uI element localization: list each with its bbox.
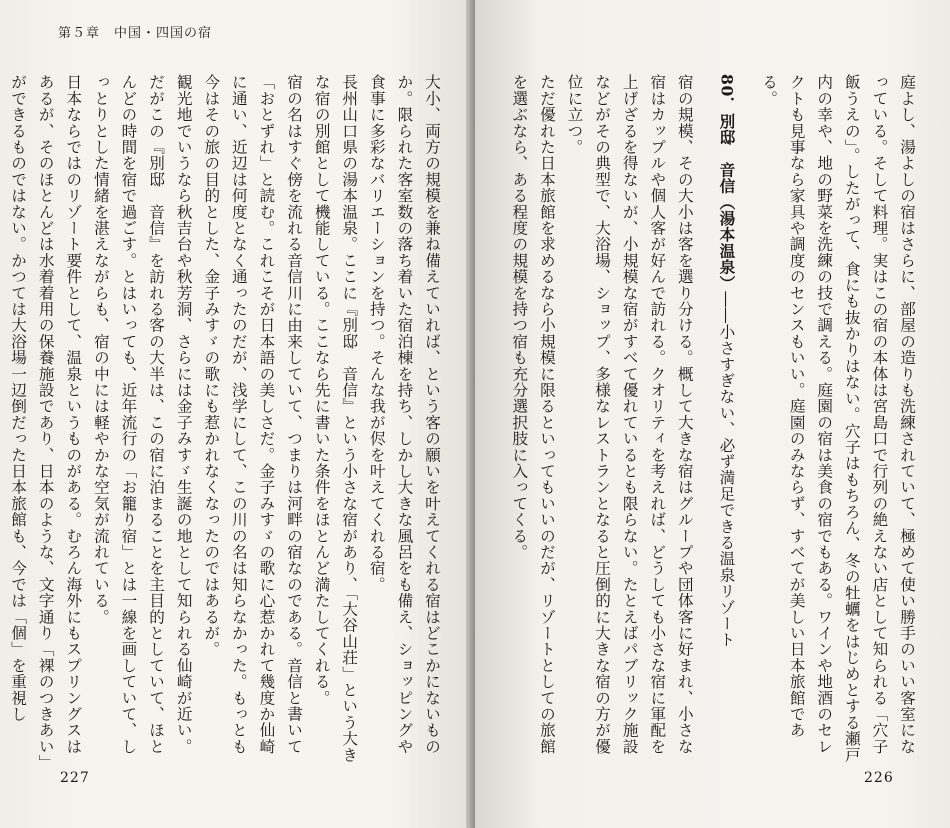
section-heading: [712, 74, 741, 764]
paragraph: 日本ならではのリゾート要件として、温泉というものがある。むろん海外にもスプリングスはあるが、そのほとんどは水着着用の保養施設であり、日本のような、文字通り「裸のつきあい」ができるものではない。かつては大浴場一辺倒だった日本旅館も、今では「個」を重視し: [9, 74, 83, 763]
paragraph: 大小、両方の規模を兼ね備えていれば、という客の願いを叶えてくれる宿はどこかにないものか。限られた客室数の落ち着いた宿泊棟を持ち、しかし大きな風呂をも備え、ショッピングや食事に多彩なバリエーションを持つ。そんな我が侭を叶えてくれる宿。: [367, 74, 441, 755]
section-heading-title: 80．別邸 音信（湯本温泉）: [717, 74, 737, 292]
left-page-body: [9, 74, 445, 764]
paragraph: 長州山口県の湯本温泉。ここに『別邸 音信』という小さな宿があり、「大谷山荘」という大きな宿の別館として機能している。ここなら先に書いた条件をほとんど満たしてくれる。: [312, 74, 359, 763]
page-number-left: 227: [60, 770, 90, 786]
paragraph: 宿の規模、その大小は客を選り分ける。概して大きな宿はグループや団体客に好まれ、小さな宿はカップルや個人客が好んで訪れる。クオリティを考えれば、どうしても小さな宿に軍配を上げざるを得ないが、小規模な宿がすべて優れているとも限らない。たとえばパブリック施設などがその典型で、大浴場、ショップ、多様なレストランとなると圧倒的に大きな宿の方が優位に立つ。: [565, 74, 694, 755]
running-header: 第５章 中国・四国の宿: [58, 26, 213, 41]
paragraph: 観光地でいうなら秋吉台や秋芳洞、さらには金子みすゞ生誕の地として知られる仙崎が近い。だがこの『別邸 音信』を訪れる客の大半は、この宿に泊まることを主目的としていて、ほとんどの時間を宿で過ごす。とはいっても、近年流行の「お籠り宿」とは一線を画していて、しっとりとした情緒を湛えながらも、宿の中には軽やかな空気が流れている。: [91, 74, 193, 755]
paragraph: 庭よし、湯よしの宿はさらに、部屋の造りも洗練されていて、極めて使い勝手のいい客室になっている。そして料理。実はこの宿の本体は宮島口で行列の絶えない店として知られる「穴子飯うえの」。したがって、食にも抜かりはない。穴子はもちろん、冬の牡蠣をはじめとする瀬戸内の幸や、地の野菜を洗練の技で調える。庭園の宿は美食の宿でもある。ワインや地酒のセレクトも見事なら家具や調度のセンスもいい。庭園のみならず、すべてが美しい日本旅館である。: [760, 74, 916, 763]
page-number-right: 226: [864, 770, 894, 786]
paragraph: 宿の名はすぐ傍を流れる音信川に由来していて、つまりは河畔の宿なのである。音信と書いて「おとずれ」と読む。これこそが日本語の美しさだ。金子みすゞの歌に心惹かれて幾度か仙崎に通い、近辺は何度となく通ったのだが、浅学にして、この川の名は知らなかった。もっとも今はその旅の目的とした、金子みすゞの歌にも惹かれなくなったのではあるが。: [202, 74, 304, 755]
paragraph: ただ優れた日本旅館を求めるなら小規模に限るといってもいいのだが、リゾートとしての旅館を選ぶなら、ある程度の規模を持つ宿も充分選択肢に入ってくる。: [510, 74, 556, 755]
right-page-body: [500, 74, 920, 764]
section-heading-subtitle: ――小さすぎない、必ず満足できる温泉リゾート: [717, 291, 736, 648]
right-page: [475, 0, 950, 828]
